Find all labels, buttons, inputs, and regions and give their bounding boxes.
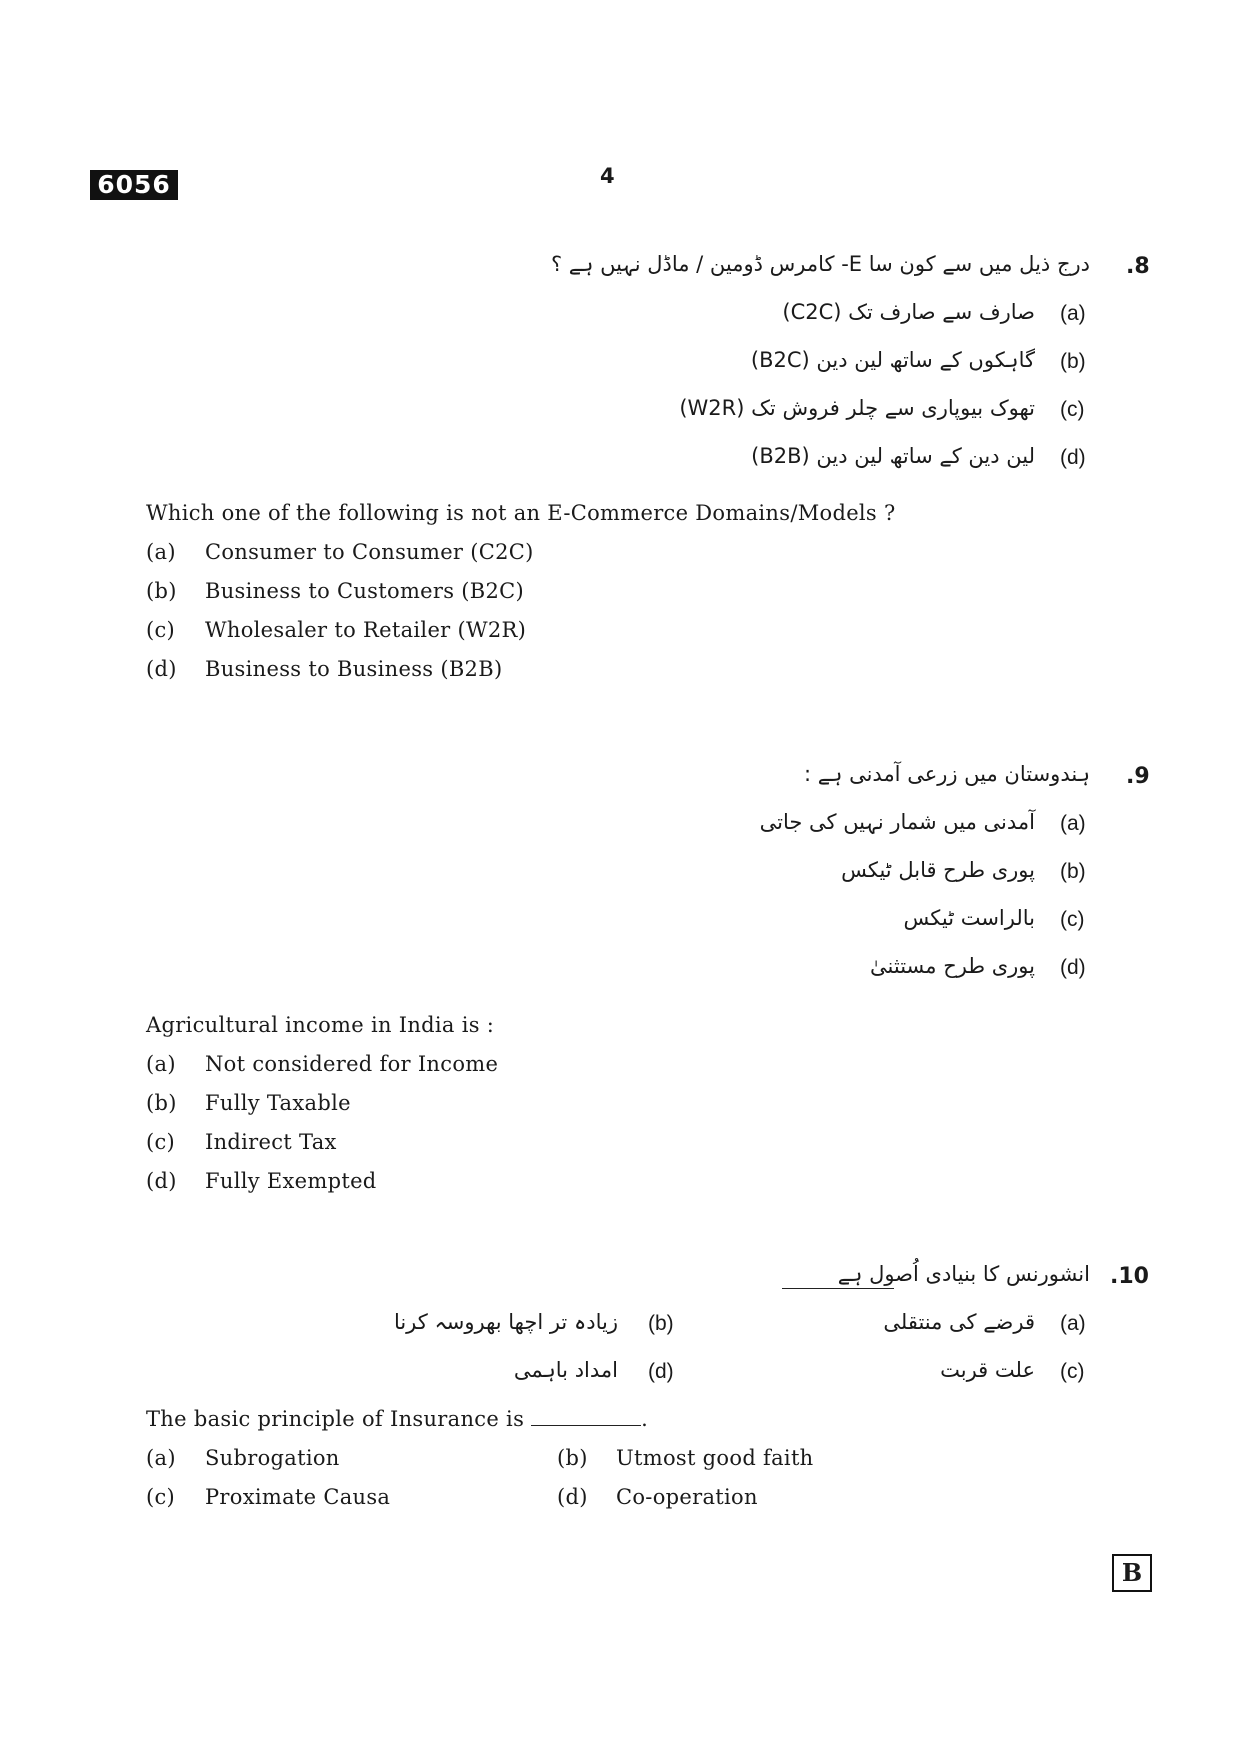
urdu-option-text: قرضے کی منتقلی bbox=[883, 1310, 1035, 1334]
english-option-label: (c) bbox=[146, 1130, 176, 1154]
english-option-text: Consumer to Consumer (C2C) bbox=[205, 540, 534, 564]
urdu-option-label: (c) bbox=[1060, 908, 1085, 931]
urdu-option-text: بالراست ٹیکس bbox=[903, 906, 1035, 930]
urdu-option-text: آمدنی میں شمار نہیں کی جاتی bbox=[759, 810, 1035, 834]
urdu-option-text: لین دین کے ساتھ لین دین (B2B) bbox=[751, 444, 1035, 468]
urdu-option-label: (a) bbox=[1060, 1312, 1086, 1335]
english-option-text: Proximate Causa bbox=[205, 1485, 391, 1509]
urdu-option-text: امداد باہمی bbox=[513, 1358, 618, 1382]
english-option-text: Fully Taxable bbox=[205, 1091, 351, 1115]
english-option-text: Fully Exempted bbox=[205, 1169, 377, 1193]
urdu-option-label: (d) bbox=[1060, 446, 1086, 469]
urdu-option-text: صارف سے صارف تک (C2C) bbox=[782, 300, 1035, 324]
english-option-label: (d) bbox=[146, 657, 177, 681]
urdu-option-label: (c) bbox=[1060, 1360, 1085, 1383]
english-option-label: (a) bbox=[146, 1052, 176, 1076]
english-option-text: Subrogation bbox=[205, 1446, 340, 1470]
urdu-option-label: (b) bbox=[1060, 350, 1086, 373]
english-option-text: Business to Customers (B2C) bbox=[205, 579, 525, 603]
english-question-stem: Agricultural income in India is : bbox=[146, 1013, 495, 1037]
urdu-question-stem: ہندوستان میں زرعی آمدنی ہے : bbox=[804, 762, 1090, 786]
paper-code: 6056 bbox=[90, 170, 178, 200]
urdu-option-label: (d) bbox=[648, 1360, 674, 1383]
urdu-option-text: زیادہ تر اچھا بھروسہ کرنا bbox=[393, 1310, 618, 1334]
answer-blank bbox=[782, 1270, 894, 1289]
english-question-stem: The basic principle of Insurance is bbox=[146, 1407, 525, 1431]
english-option-label: (a) bbox=[146, 1446, 176, 1470]
urdu-option-label: (b) bbox=[1060, 860, 1086, 883]
english-option-text: Co-operation bbox=[616, 1485, 758, 1509]
urdu-option-label: (a) bbox=[1060, 302, 1086, 325]
urdu-option-text: پوری طرح مستثنیٰ bbox=[870, 954, 1035, 978]
urdu-option-label: (c) bbox=[1060, 398, 1085, 421]
english-option-text: Wholesaler to Retailer (W2R) bbox=[205, 618, 527, 642]
english-option-text: Business to Business (B2B) bbox=[205, 657, 503, 681]
english-option-label: (b) bbox=[146, 579, 177, 603]
urdu-option-label: (b) bbox=[648, 1312, 674, 1335]
urdu-question-stem: انشورنس کا بنیادی اُصول ہے bbox=[837, 1262, 1090, 1286]
urdu-option-text: گاہکوں کے ساتھ لین دین (B2C) bbox=[750, 348, 1035, 372]
english-option-label: (d) bbox=[557, 1485, 588, 1509]
english-option-text: Utmost good faith bbox=[616, 1446, 814, 1470]
page-number: 4 bbox=[600, 164, 615, 188]
question-number: .10 bbox=[1110, 1264, 1149, 1289]
urdu-question-stem: درج ذیل میں سے کون سا E- کامرس ڈومین / ماڈل نہیں ہے ؟ bbox=[550, 252, 1090, 276]
question-number: .8 bbox=[1126, 254, 1150, 279]
english-option-label: (d) bbox=[146, 1169, 177, 1193]
answer-blank bbox=[531, 1407, 641, 1426]
urdu-option-text: علت قربت bbox=[940, 1358, 1035, 1382]
english-question-stem: Which one of the following is not an E-Commerce Domains/Models ? bbox=[146, 501, 896, 525]
english-option-label: (c) bbox=[146, 1485, 176, 1509]
urdu-option-label: (a) bbox=[1060, 812, 1086, 835]
urdu-option-text: تھوک بیوپاری سے چلر فروش تک (W2R) bbox=[679, 396, 1035, 420]
english-option-label: (c) bbox=[146, 618, 176, 642]
stem-period: . bbox=[641, 1407, 649, 1431]
english-option-label: (b) bbox=[146, 1091, 177, 1115]
english-option-label: (b) bbox=[557, 1446, 588, 1470]
question-number: .9 bbox=[1126, 764, 1150, 789]
english-option-text: Indirect Tax bbox=[205, 1130, 337, 1154]
english-question-stem-line bbox=[146, 1407, 648, 1431]
english-option-label: (a) bbox=[146, 540, 176, 564]
urdu-option-text: پوری طرح قابل ٹیکس bbox=[841, 858, 1035, 882]
urdu-option-label: (d) bbox=[1060, 956, 1086, 979]
english-option-text: Not considered for Income bbox=[205, 1052, 499, 1076]
question-paper-series-box: B bbox=[1112, 1554, 1152, 1592]
